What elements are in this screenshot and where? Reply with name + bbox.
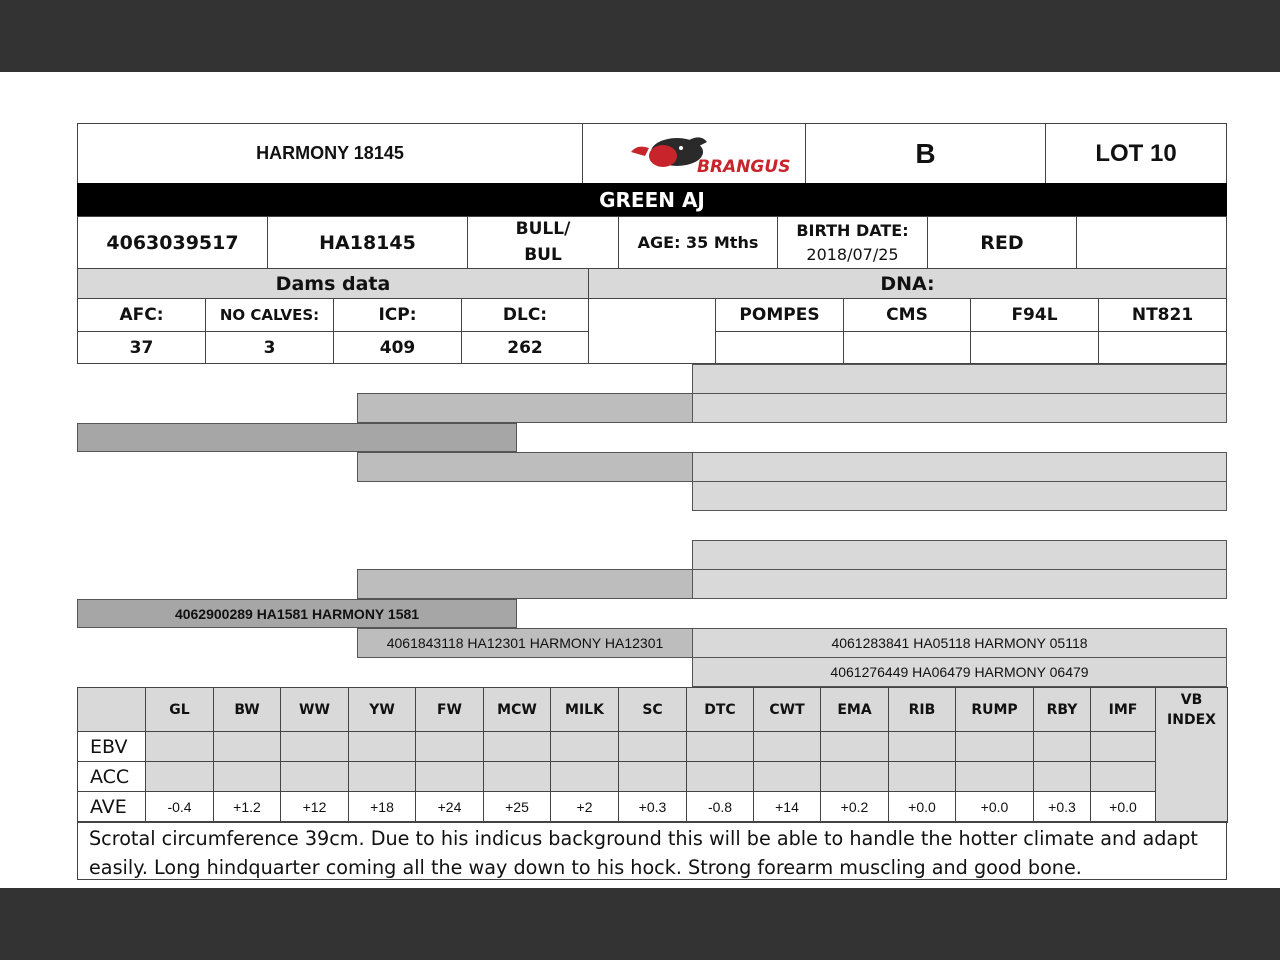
ebv-header-label: MILK <box>565 701 604 718</box>
nt821-label: NT821 <box>1131 305 1194 325</box>
calves-label: NO CALVES: <box>219 306 320 324</box>
ebv-header-ww <box>280 687 349 732</box>
ebv-row1-yw <box>348 761 416 792</box>
ebv-header-label: CWT <box>769 701 805 718</box>
ave-value: +0.2 <box>840 799 869 815</box>
pedigree-ds-blank <box>357 569 693 599</box>
dna-title-text: DNA: <box>880 272 935 295</box>
ebv-row0-sc <box>618 731 687 762</box>
sex-line1: BULL/ <box>515 219 571 239</box>
ebv-row1-rib <box>888 761 956 792</box>
ave-value: +24 <box>437 799 462 815</box>
ebv-header-rby <box>1033 687 1091 732</box>
ebv-row0-imf <box>1090 731 1156 762</box>
dams-header-calves <box>205 298 334 332</box>
dam-sire-sire-text: 4061283841 HA05118 HARMONY 05118 <box>831 635 1088 651</box>
icp-label: ICP: <box>378 305 417 325</box>
dams-value-afc <box>77 331 206 364</box>
ebv-row-label-acc <box>77 761 146 792</box>
group-cell <box>805 123 1046 184</box>
pedigree-sds <box>692 452 1227 482</box>
dna-value-nt821 <box>1098 331 1227 364</box>
ave-fw <box>415 791 484 823</box>
ebv-header-label: BW <box>234 701 260 718</box>
ebv-row1-imf <box>1090 761 1156 792</box>
vb-index-column <box>1155 687 1228 823</box>
dna-header-cms <box>843 298 971 332</box>
ebv-header-imf <box>1090 687 1156 732</box>
animal-id-cell <box>77 216 268 269</box>
ebv-row0-fw <box>415 731 484 762</box>
ebv-row0-dtc <box>686 731 754 762</box>
pedigree-sd <box>357 452 693 482</box>
ebv-row1-gl <box>145 761 214 792</box>
ebv-row1-bw <box>213 761 281 792</box>
dams-data-title <box>77 268 589 299</box>
dlc-value: 262 <box>507 337 543 358</box>
icp-value: 409 <box>379 337 416 358</box>
birth-date-cell <box>777 216 928 269</box>
brangus-logo <box>582 123 806 184</box>
ebv-row1-cwt <box>753 761 821 792</box>
ave-rby <box>1033 791 1091 823</box>
ebv-row1-ww <box>280 761 349 792</box>
dam-sire-text: 4061843118 HA12301 HARMONY HA12301 <box>386 635 664 651</box>
ebv-header-mcw <box>483 687 551 732</box>
ebv-header-label: DTC <box>704 701 736 718</box>
logo-text: BRANGUS <box>697 156 791 177</box>
age: AGE: 35 Mths <box>637 233 759 252</box>
age-cell <box>618 216 778 269</box>
birth-label: BIRTH DATE: <box>796 221 909 241</box>
ebv-row1-rby <box>1033 761 1091 792</box>
ebv-row0-milk <box>550 731 619 762</box>
ebv-row0-cwt <box>753 731 821 762</box>
breeder-name: GREEN AJ <box>599 188 705 212</box>
ebv-row1-dtc <box>686 761 754 792</box>
ebv-row1-mcw <box>483 761 551 792</box>
ebv-row0-ema <box>820 731 889 762</box>
ave-value: +0.3 <box>1048 799 1076 815</box>
ebv-row0-yw <box>348 731 416 762</box>
ave-value: +25 <box>505 799 529 815</box>
ebv-corner-cell <box>77 687 146 732</box>
ebv-header-label: RBY <box>1046 701 1078 718</box>
dna-header-nt821 <box>1098 298 1227 332</box>
ebv-header-bw <box>213 687 281 732</box>
lot-cell <box>1045 123 1227 184</box>
dlc-label: DLC: <box>502 305 548 325</box>
dna-value-cms <box>843 331 971 364</box>
pedigree-dsd-blank <box>692 569 1227 599</box>
ebv-row-label-ebv <box>77 731 146 762</box>
bull-head-icon <box>619 130 791 178</box>
ave-value: -0.8 <box>707 799 733 815</box>
row-label-text: ACC <box>90 765 130 788</box>
ave-bw <box>213 791 281 823</box>
dna-header-f94l <box>970 298 1099 332</box>
ebv-header-milk <box>550 687 619 732</box>
ebv-row-label-ave <box>77 791 146 823</box>
ebv-header-gl <box>145 687 214 732</box>
dams-header-afc <box>77 298 206 332</box>
ave-gl <box>145 791 214 823</box>
ebv-row0-mcw <box>483 731 551 762</box>
dams-value-dlc <box>461 331 589 364</box>
ebv-row0-rump <box>955 731 1034 762</box>
ebv-header-label: GL <box>169 701 190 718</box>
ebv-row0-bw <box>213 731 281 762</box>
ave-value: +14 <box>775 799 799 815</box>
sex-line2: BUL <box>524 244 562 265</box>
dams-value-calves <box>205 331 334 364</box>
colour-cell <box>927 216 1077 269</box>
animal-name: HARMONY 18145 <box>256 143 404 163</box>
ave-value: +0.3 <box>638 799 667 815</box>
vb-index-label <box>1167 690 1216 731</box>
ebv-header-rump <box>955 687 1034 732</box>
ebv-header-label: MCW <box>497 701 537 718</box>
dams-title-text: Dams data <box>275 272 391 295</box>
animal-tag: HA18145 <box>319 231 416 254</box>
colour: RED <box>980 231 1024 254</box>
ave-cwt <box>753 791 821 823</box>
ave-ww <box>280 791 349 823</box>
ebv-header-ema <box>820 687 889 732</box>
ebv-row0-ww <box>280 731 349 762</box>
ave-value: +0.0 <box>908 799 936 815</box>
ebv-header-label: RUMP <box>971 701 1018 718</box>
ave-value: -0.4 <box>167 799 192 815</box>
ebv-row1-fw <box>415 761 484 792</box>
ebv-table <box>77 687 1227 822</box>
dams-header-dlc <box>461 298 589 332</box>
dams-header-icp <box>333 298 462 332</box>
ebv-header-rib <box>888 687 956 732</box>
animal-name-cell <box>77 123 583 184</box>
pedigree-dss-blank <box>692 540 1227 570</box>
dna-value-f94l <box>970 331 1099 364</box>
vb-index-line1: VB <box>1180 692 1203 708</box>
dams-value-icp <box>333 331 462 364</box>
sex-cell <box>467 216 619 269</box>
ave-rump <box>955 791 1034 823</box>
pompes-label: POMPES <box>739 305 820 325</box>
ebv-header-label: FW <box>436 701 462 718</box>
ebv-header-label: RIB <box>908 701 936 718</box>
row-label-text: EBV <box>90 735 128 758</box>
ebv-row1-rump <box>955 761 1034 792</box>
ave-imf <box>1090 791 1156 823</box>
comments-text: Scrotal circumference 39cm. Due to his indicus background this will be able to handle the hotter climate and adapt easily. Long hindquarter coming all the way down to his hock. Strong forearm muscling and good bone. <box>89 827 1198 879</box>
pedigree-sire <box>77 423 517 452</box>
comments-box <box>77 821 1227 880</box>
ebv-header-label: WW <box>299 701 330 718</box>
pedigree-dam <box>77 599 517 628</box>
ave-value: +12 <box>302 799 327 815</box>
afc-label: AFC: <box>119 305 164 325</box>
ave-dtc <box>686 791 754 823</box>
pedigree-ss <box>357 393 693 423</box>
ebv-row1-sc <box>618 761 687 792</box>
ave-ema <box>820 791 889 823</box>
breeder-band <box>77 183 1227 217</box>
ebv-header-yw <box>348 687 416 732</box>
pedigree-sss <box>692 364 1227 394</box>
vb-index-line2: INDEX <box>1167 712 1216 729</box>
ebv-header-dtc <box>686 687 754 732</box>
group-letter: B <box>915 137 936 169</box>
row-label-text: AVE <box>90 796 127 818</box>
dna-blank-cell <box>588 298 716 364</box>
ave-value: +0.0 <box>980 799 1009 815</box>
ebv-row0-rby <box>1033 731 1091 762</box>
ave-value: +0.0 <box>1109 799 1137 815</box>
ave-yw <box>348 791 416 823</box>
ave-milk <box>550 791 619 823</box>
ave-rib <box>888 791 956 823</box>
pedigree-dam-dam <box>692 657 1227 687</box>
afc-value: 37 <box>129 337 154 358</box>
animal-id: 4063039517 <box>106 231 239 254</box>
ave-mcw <box>483 791 551 823</box>
dam-dam-text: 4061276449 HA06479 HARMONY 06479 <box>830 664 1089 680</box>
ave-value: +1.2 <box>233 799 261 815</box>
pedigree-dam-sire-sire <box>692 628 1227 658</box>
ebv-header-label: IMF <box>1108 701 1138 718</box>
pedigree-sdd <box>692 481 1227 511</box>
f94l-label: F94L <box>1011 305 1058 325</box>
ebv-row1-milk <box>550 761 619 792</box>
ebv-row0-gl <box>145 731 214 762</box>
ebv-header-cwt <box>753 687 821 732</box>
dna-value-pompes <box>715 331 844 364</box>
ave-value: +18 <box>370 799 394 815</box>
ebv-row1-ema <box>820 761 889 792</box>
cms-label: CMS <box>886 305 928 325</box>
blank-info-cell <box>1076 216 1227 269</box>
ebv-header-fw <box>415 687 484 732</box>
ebv-header-sc <box>618 687 687 732</box>
pedigree-ssd <box>692 393 1227 423</box>
dna-header-pompes <box>715 298 844 332</box>
animal-tag-cell <box>267 216 468 269</box>
calves-value: 3 <box>263 337 276 358</box>
ebv-row0-rib <box>888 731 956 762</box>
dna-title <box>588 268 1227 299</box>
pedigree-dam-sire <box>357 628 693 658</box>
ave-sc <box>618 791 687 823</box>
birth-date: 2018/07/25 <box>806 244 899 264</box>
lot-number: LOT 10 <box>1095 139 1177 167</box>
ebv-header-label: EMA <box>837 701 872 718</box>
lot-card-page <box>0 72 1280 888</box>
dam-text: 4062900289 HA1581 HARMONY 1581 <box>174 605 420 622</box>
ebv-header-label: SC <box>642 701 663 718</box>
ave-value: +2 <box>576 799 593 815</box>
ebv-header-label: YW <box>369 701 395 718</box>
